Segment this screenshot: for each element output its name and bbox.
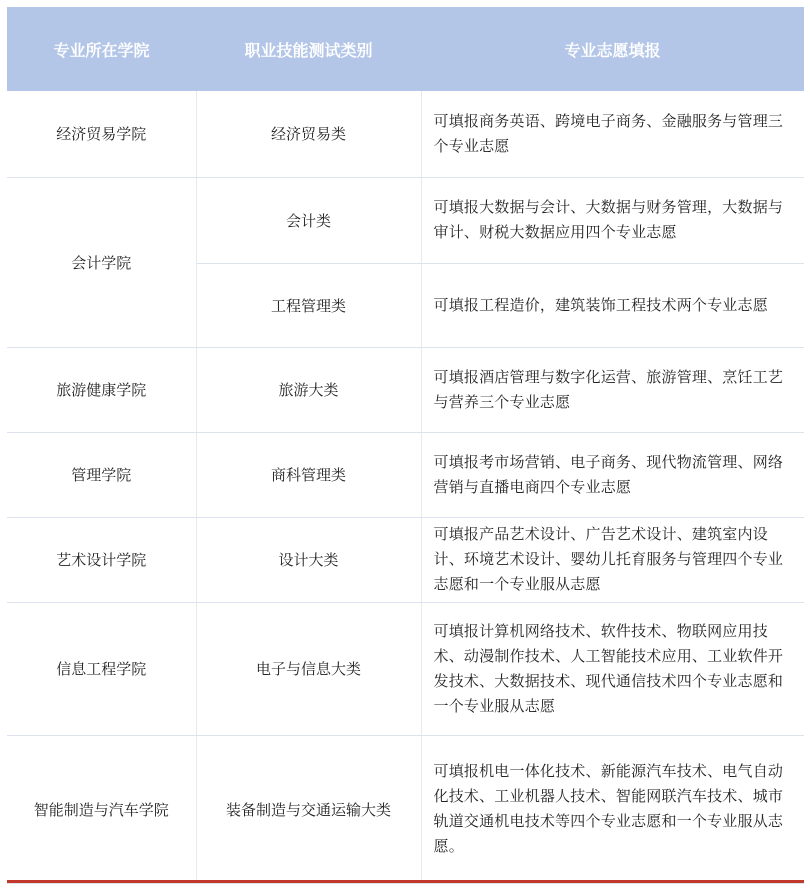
- major-cell: 可填报计算机网络技术、软件技术、物联网应用技术、动漫制作技术、人工智能技术应用、工业软件开发技术、大数据技术、现代通信技术四个专业志愿和一个专业服从志愿: [421, 602, 804, 735]
- category-cell: 装备制造与交通运输大类: [196, 735, 421, 883]
- table-row: [7, 602, 804, 735]
- college-cell: 旅游健康学院: [7, 347, 196, 432]
- major-cell: 可填报商务英语、跨境电子商务、金融服务与管理三个专业志愿: [421, 91, 804, 177]
- major-cell: 可填报工程造价，建筑装饰工程技术两个专业志愿: [421, 263, 804, 347]
- major-application-table: [7, 7, 804, 884]
- category-cell: 经济贸易类: [196, 91, 421, 177]
- bottom-accent-bar: [7, 880, 804, 883]
- major-cell: 可填报考市场营销、电子商务、现代物流管理、网络营销与直播电商四个专业志愿: [421, 432, 804, 517]
- major-cell: 可填报大数据与会计、大数据与财务管理，大数据与审计、财税大数据应用四个专业志愿: [421, 177, 804, 263]
- college-cell: 智能制造与汽车学院: [7, 735, 196, 883]
- college-cell: 经济贸易学院: [7, 91, 196, 177]
- table-row: [7, 347, 804, 432]
- header-major: 专业志愿填报: [421, 7, 804, 91]
- major-cell: 可填报酒店管理与数字化运营、旅游管理、烹饪工艺与营养三个专业志愿: [421, 347, 804, 432]
- category-cell: 旅游大类: [196, 347, 421, 432]
- college-cell: 艺术设计学院: [7, 517, 196, 602]
- table-header-row: [7, 7, 804, 91]
- category-cell: 会计类: [196, 177, 421, 263]
- category-cell: 设计大类: [196, 517, 421, 602]
- header-category: 职业技能测试类别: [196, 7, 421, 91]
- major-cell: 可填报产品艺术设计、广告艺术设计、建筑室内设计、环境艺术设计、婴幼儿托育服务与管理四个专业志愿和一个专业服从志愿: [421, 517, 804, 602]
- category-cell: 电子与信息大类: [196, 602, 421, 735]
- college-cell: 会计学院: [7, 177, 196, 347]
- table-row: [7, 177, 804, 263]
- college-cell: 信息工程学院: [7, 602, 196, 735]
- category-cell: 工程管理类: [196, 263, 421, 347]
- category-cell: 商科管理类: [196, 432, 421, 517]
- table-row: [7, 91, 804, 177]
- college-cell: 管理学院: [7, 432, 196, 517]
- header-college: 专业所在学院: [7, 7, 196, 91]
- table-row: [7, 432, 804, 517]
- table-row: [7, 735, 804, 883]
- major-cell: 可填报机电一体化技术、新能源汽车技术、电气自动化技术、工业机器人技术、智能网联汽车技术、城市轨道交通机电技术等四个专业志愿和一个专业服从志愿。: [421, 735, 804, 883]
- major-application-table-container: [7, 7, 804, 883]
- table-row: [7, 517, 804, 602]
